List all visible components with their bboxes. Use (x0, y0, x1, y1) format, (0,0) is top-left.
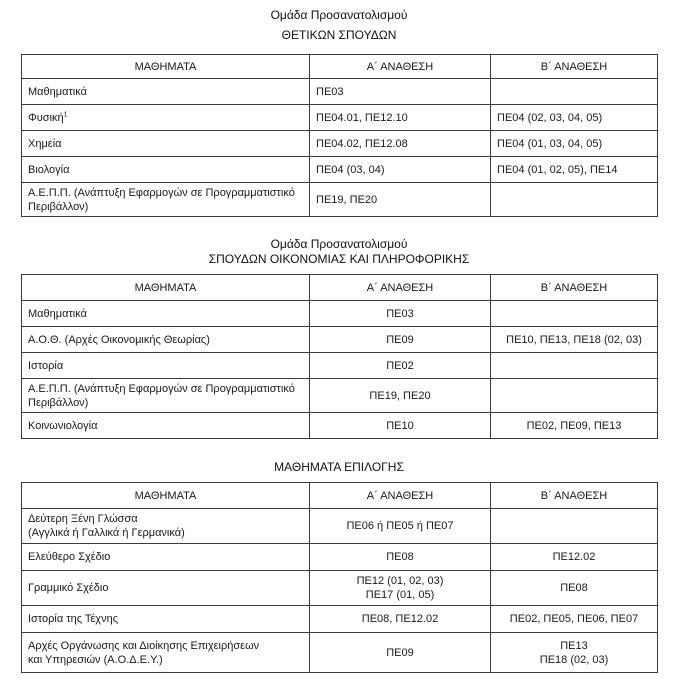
table-row (22, 606, 658, 633)
table-row (22, 105, 658, 131)
table-row (22, 79, 658, 105)
subject-cell: Χημεία (22, 131, 310, 157)
header-first-assignment: Α΄ ΑΝΑΘΕΣΗ (310, 483, 491, 509)
table-header-row (22, 55, 658, 79)
table-thetikon-spoudon (21, 54, 658, 217)
table-row (22, 131, 658, 157)
subject-cell: Βιολογία (22, 157, 310, 183)
table-row (22, 509, 658, 544)
header-second-assignment: Β΄ ΑΝΑΘΕΣΗ (491, 275, 658, 301)
header-second-assignment: Β΄ ΑΝΑΘΕΣΗ (491, 483, 658, 509)
header-subjects: ΜΑΘΗΜΑΤΑ (22, 483, 310, 509)
first-assignment-cell: ΠΕ19, ΠΕ20 (310, 379, 491, 413)
table-row (22, 183, 658, 217)
subject-cell: Ελεύθερο Σχέδιο (22, 544, 310, 571)
first-assignment-cell: ΠΕ10 (310, 413, 491, 439)
table-row (22, 327, 658, 353)
table-mathimata-epilogis (21, 482, 658, 673)
table-row (22, 353, 658, 379)
second-assignment-cell: ΠΕ13 ΠΕ18 (02, 03) (491, 633, 658, 673)
first-assignment-cell: ΠΕ03 (310, 301, 491, 327)
footnote-marker: 1 (63, 110, 68, 118)
first-assignment-cell: ΠΕ04.02, ΠΕ12.08 (310, 131, 491, 157)
section2-title-line1: Ομάδα Προσανατολισμού (270, 237, 408, 251)
header-second-assignment: Β΄ ΑΝΑΘΕΣΗ (491, 55, 658, 79)
subject-cell: Α.Ο.Θ. (Αρχές Οικονομικής Θεωρίας) (22, 327, 310, 353)
table-row (22, 379, 658, 413)
table-header-row (22, 483, 658, 509)
subject-cell: Α.Ε.Π.Π. (Ανάπτυξη Εφαρμογών σε Προγραμματιστικό Περιβάλλον) (22, 379, 310, 413)
subject-cell: Ιστορία της Τέχνης (22, 606, 310, 633)
second-assignment-cell: ΠΕ04 (01, 02, 05), ΠΕ14 (491, 157, 658, 183)
table-header-row (22, 275, 658, 301)
header-first-assignment: Α΄ ΑΝΑΘΕΣΗ (310, 55, 491, 79)
second-assignment-cell: ΠΕ04 (01, 03, 04, 05) (491, 131, 658, 157)
table-row (22, 544, 658, 571)
table-oikonomias-pliroforikis (21, 274, 658, 439)
subject-cell: Φυσική$^1$ (22, 105, 310, 131)
section3-title: ΜΑΘΗΜΑΤΑ ΕΠΙΛΟΓΗΣ (274, 460, 404, 474)
header-first-assignment: Α΄ ΑΝΑΘΕΣΗ (310, 275, 491, 301)
header-subjects: ΜΑΘΗΜΑΤΑ (22, 275, 310, 301)
table-row (22, 571, 658, 606)
header-subjects: ΜΑΘΗΜΑΤΑ (22, 55, 310, 79)
first-assignment-cell: ΠΕ09 (310, 633, 491, 673)
second-assignment-cell (491, 509, 658, 544)
second-assignment-cell (491, 301, 658, 327)
second-assignment-cell: ΠΕ12.02 (491, 544, 658, 571)
second-assignment-cell: ΠΕ02, ΠΕ05, ΠΕ06, ΠΕ07 (491, 606, 658, 633)
second-assignment-cell: ΠΕ10, ΠΕ13, ΠΕ18 (02, 03) (491, 327, 658, 353)
table-row (22, 633, 658, 673)
first-assignment-cell: ΠΕ03 (310, 79, 491, 105)
subject-cell: Αρχές Οργάνωσης και Διοίκησης Επιχειρήσεων και Υπηρεσιών (Α.Ο.Δ.Ε.Υ.) (22, 633, 310, 673)
subject-cell: Ιστορία (22, 353, 310, 379)
table-row (22, 301, 658, 327)
first-assignment-cell: ΠΕ02 (310, 353, 491, 379)
second-assignment-cell (491, 379, 658, 413)
second-assignment-cell: ΠΕ04 (02, 03, 04, 05) (491, 105, 658, 131)
section2-title-line2: ΣΠΟΥΔΩΝ ΟΙΚΟΝΟΜΙΑΣ ΚΑΙ ΠΛΗΡΟΦΟΡΙΚΗΣ (208, 252, 470, 266)
section1-title-line1: Ομάδα Προσανατολισμού (270, 8, 408, 22)
first-assignment-cell: ΠΕ09 (310, 327, 491, 353)
subject-cell: Μαθηματικά (22, 79, 310, 105)
first-assignment-cell: ΠΕ06 ή ΠΕ05 ή ΠΕ07 (310, 509, 491, 544)
first-assignment-cell: ΠΕ12 (01, 02, 03) ΠΕ17 (01, 05) (310, 571, 491, 606)
subject-cell: Α.Ε.Π.Π. (Ανάπτυξη Εφαρμογών σε Προγραμματιστικό Περιβάλλον) (22, 183, 310, 217)
second-assignment-cell (491, 79, 658, 105)
subject-cell: Δεύτερη Ξένη Γλώσσα (Αγγλικά ή Γαλλικά ή Γερμανικά) (22, 509, 310, 544)
subject-cell: Μαθηματικά (22, 301, 310, 327)
table-row (22, 157, 658, 183)
second-assignment-cell: ΠΕ02, ΠΕ09, ΠΕ13 (491, 413, 658, 439)
first-assignment-cell: ΠΕ04.01, ΠΕ12.10 (310, 105, 491, 131)
first-assignment-cell: ΠΕ04 (03, 04) (310, 157, 491, 183)
first-assignment-cell: ΠΕ08 (310, 544, 491, 571)
subject-cell: Κοινωνιολογία (22, 413, 310, 439)
first-assignment-cell: ΠΕ19, ΠΕ20 (310, 183, 491, 217)
first-assignment-cell: ΠΕ08, ΠΕ12.02 (310, 606, 491, 633)
subject-cell: Γραμμικό Σχέδιο (22, 571, 310, 606)
second-assignment-cell (491, 353, 658, 379)
second-assignment-cell (491, 183, 658, 217)
second-assignment-cell: ΠΕ08 (491, 571, 658, 606)
table-row (22, 413, 658, 439)
section1-title-line2: ΘΕΤΙΚΩΝ ΣΠΟΥΔΩΝ (281, 28, 397, 42)
